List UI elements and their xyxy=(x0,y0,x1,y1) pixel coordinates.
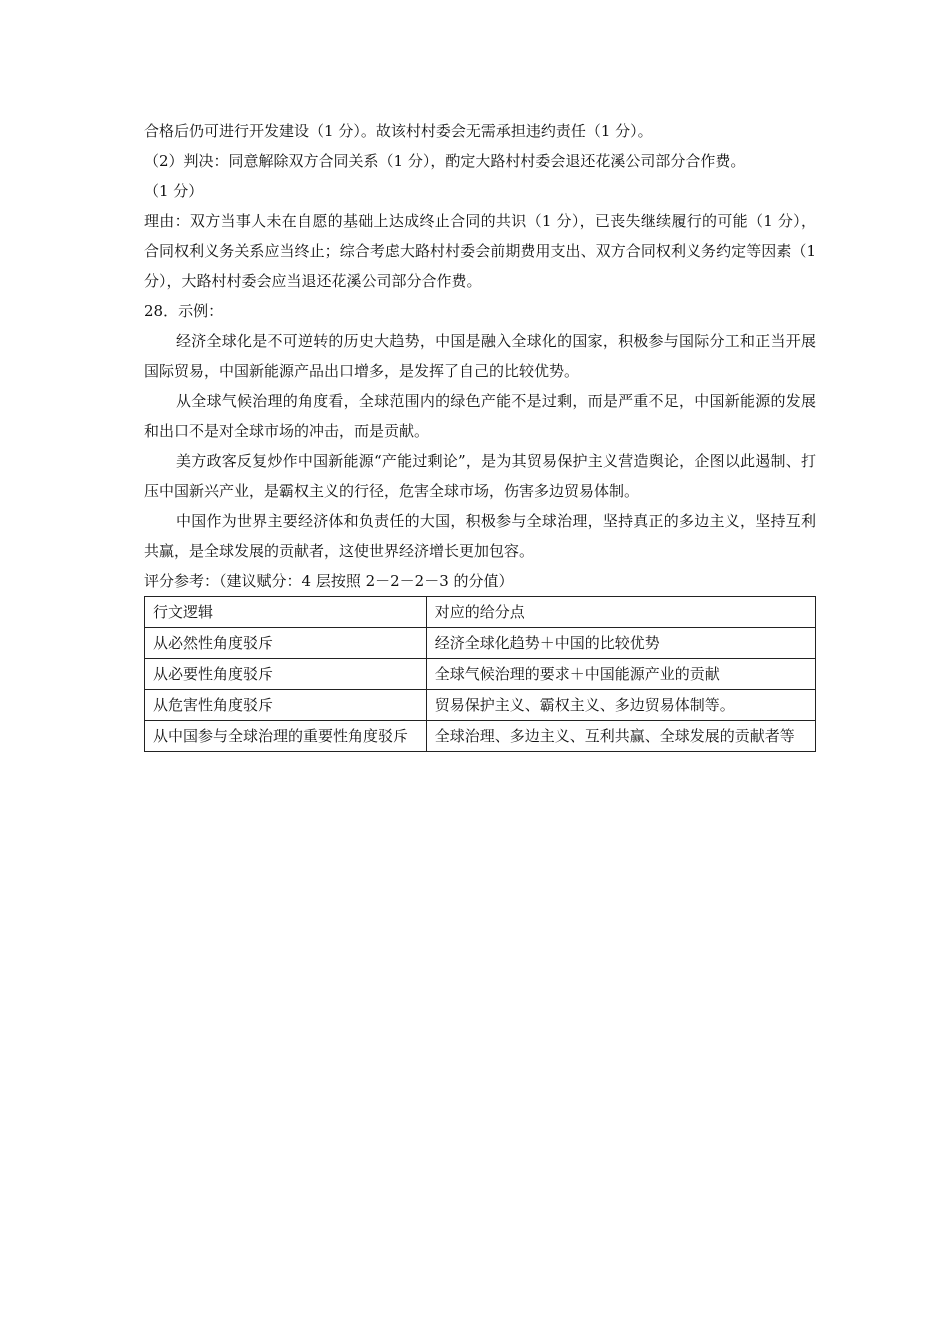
answer-27-judgment-score: （1 分） xyxy=(144,182,204,200)
table-header-cell: 行文逻辑 xyxy=(145,597,427,628)
answer-28-paragraph-1: 经济全球化是不可逆转的历史大趋势，中国是融入全球化的国家，积极参与国际分工和正当开展国际贸易，中国新能源产品出口增多，是发挥了自己的比较优势。 xyxy=(144,332,816,380)
table-cell: 从必然性角度驳斥 xyxy=(145,628,427,659)
table-cell: 从危害性角度驳斥 xyxy=(145,690,427,721)
table-row xyxy=(145,690,816,721)
answer-28-paragraph-2: 从全球气候治理的角度看，全球范围内的绿色产能不是过剩，而是严重不足，中国新能源的发展和出口不是对全球市场的冲击，而是贡献。 xyxy=(144,392,816,440)
table-cell: 经济全球化趋势＋中国的比较优势 xyxy=(426,628,815,659)
table-cell: 从必要性角度驳斥 xyxy=(145,659,427,690)
table-header-row xyxy=(145,597,816,628)
question-28-heading: 28．示例： xyxy=(144,302,224,320)
answer-28-paragraph-4: 中国作为世界主要经济体和负责任的大国，积极参与全球治理，坚持真正的多边主义，坚持互利共赢，是全球发展的贡献者，这使世界经济增长更加包容。 xyxy=(144,512,816,560)
table-cell: 贸易保护主义、霸权主义、多边贸易体制等。 xyxy=(426,690,815,721)
answer-27-line-1: 合格后仍可进行开发建设（1 分）。故该村村委会无需承担违约责任（1 分）。 xyxy=(144,122,653,140)
table-cell: 全球气候治理的要求＋中国能源产业的贡献 xyxy=(426,659,815,690)
table-row xyxy=(145,721,816,752)
table-cell: 从中国参与全球治理的重要性角度驳斥 xyxy=(145,721,427,752)
table-row xyxy=(145,628,816,659)
answer-27-judgment: （2）判决：同意解除双方合同关系（1 分），酌定大路村村委会退还花溪公司部分合作费。 xyxy=(144,152,746,170)
document-page xyxy=(144,116,816,752)
table-header-cell: 对应的给分点 xyxy=(426,597,815,628)
scoring-table xyxy=(144,596,816,752)
scoring-note: 评分参考：（建议赋分：4 层按照 2－2－2－3 的分值） xyxy=(144,572,514,590)
table-cell: 全球治理、多边主义、互利共赢、全球发展的贡献者等 xyxy=(426,721,815,752)
table-row xyxy=(145,659,816,690)
answer-28-paragraph-3: 美方政客反复炒作中国新能源“产能过剩论”，是为其贸易保护主义营造舆论，企图以此遏制、打压中国新兴产业，是霸权主义的行径，危害全球市场，伤害多边贸易体制。 xyxy=(144,452,816,500)
answer-27-reason: 理由：双方当事人未在自愿的基础上达成终止合同的共识（1 分），已丧失继续履行的可能（1 分），合同权利义务关系应当终止；综合考虑大路村村委会前期费用支出、双方合同权利义务约定等因素（1 分），大路村村委会应当退还花溪公司部分合作费。 xyxy=(144,212,816,290)
